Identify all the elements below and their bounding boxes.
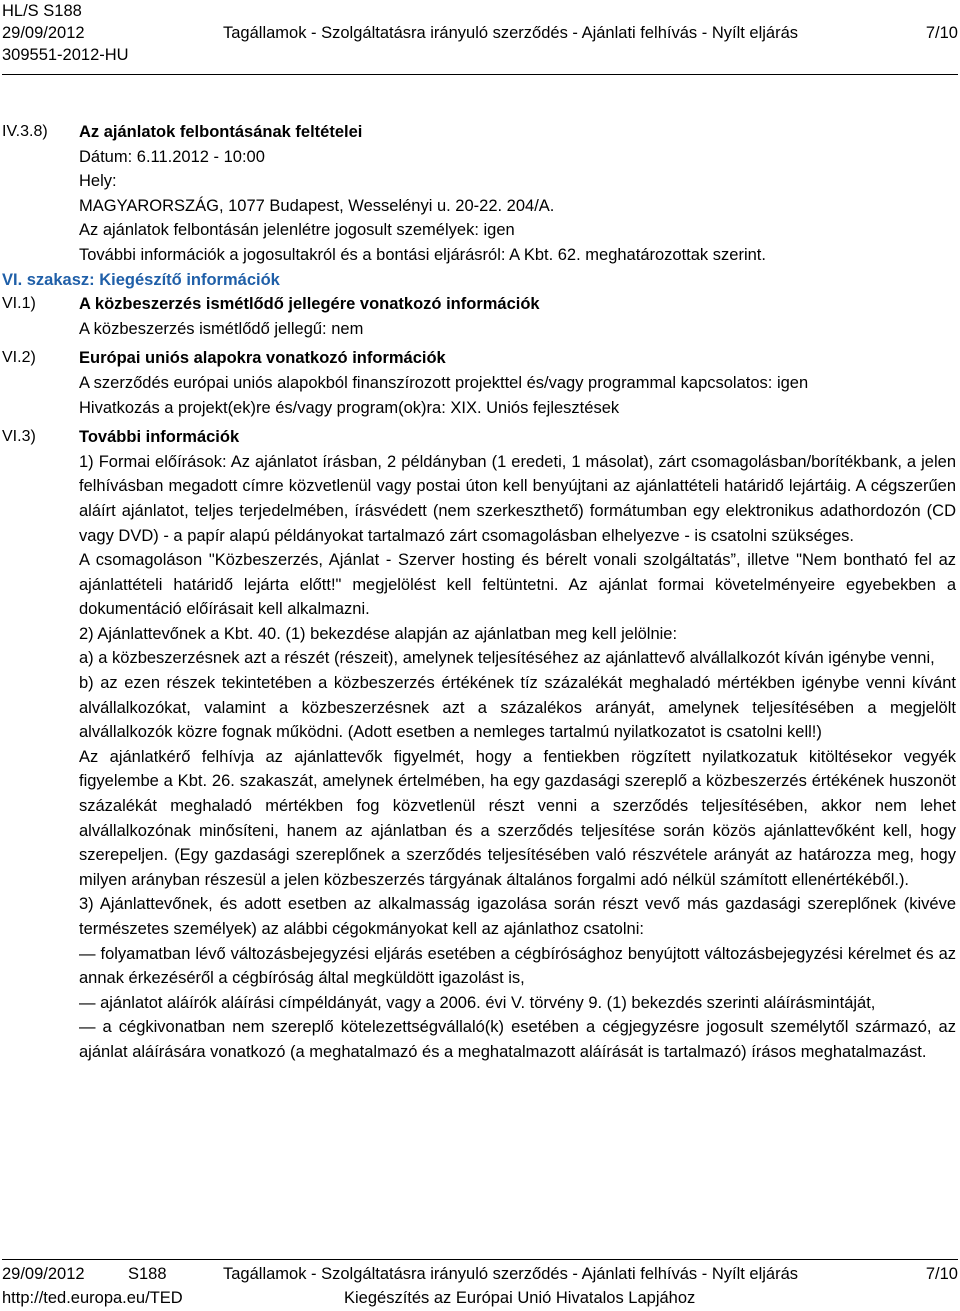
footer-publisher: Kiegészítés az Európai Unió Hivatalos Lapjához bbox=[344, 1289, 696, 1307]
header-divider bbox=[2, 74, 958, 75]
info-paragraph: 3) Ajánlattevőnek, és adott esetben az alkalmasság igazolása során részt vevő más gazdasági szereplőnek (kivéve természetes személyek) az alábbi cégokmányokat kell az ajánlathoz csatolni: bbox=[79, 895, 956, 938]
section-number: VI.1) bbox=[2, 295, 36, 313]
section-vi-3 bbox=[0, 425, 960, 1064]
footer-divider bbox=[2, 1259, 958, 1260]
header-title: Tagállamok - Szolgáltatásra irányuló szerződés - Ajánlati felhívás - Nyílt eljárás bbox=[223, 24, 799, 42]
more-info: További információk a jogosultakról és a bontási eljárásról: A Kbt. 62. meghatározottak szerint. bbox=[79, 245, 766, 264]
info-paragraph: Az ajánlatkérő felhívja az ajánlattevők figyelmét, hogy a fentiekben rögzített nyilatkozatuk kitöltésekor vegyék figyelembe a Kbt. 26. szakaszát, amelynek értelmében, ha egy gazdasági szereplő a közbeszerzés értékének huszonöt százalékát meghaladó mértékben fog közvetlenül részt venni a szerződés teljesítésében, akkor nem lehet alvállalkozónak minősíteni, hanem az ajánlatban és a szerződés teljesítése során közös ajánlattevőként kell, hogy szerepeljen. (Egy gazdasági szereplőnek a szerződés teljesítésében való részvétele arányát az határozza meg, hogy milyen arányban részesül a jelen közbeszerzés tárgyának általános forgalmi adó nélkül számított ellenértékéből.). bbox=[79, 747, 956, 889]
section-vi-2 bbox=[0, 346, 960, 420]
section-number: VI.2) bbox=[2, 349, 36, 367]
persons-present: Az ajánlatok felbontásán jelenlétre jogosult személyek: igen bbox=[79, 221, 515, 240]
header-ref: 309551-2012-HU bbox=[2, 46, 129, 64]
section-text: Hivatkozás a projekt(ek)re és/vagy program(ok)ra: XIX. Uniós fejlesztések bbox=[79, 398, 620, 417]
section-iv-3-8 bbox=[0, 120, 960, 268]
section-text: A szerződés európai uniós alapokból finanszírozott projekttel és/vagy programmal kapcsolatos: igen bbox=[79, 373, 809, 392]
info-paragraph: A csomagoláson "Közbeszerzés, Ajánlat - Szerver hosting és bérelt vonali szolgáltatás”, illetve "Nem bontható fel az ajánlattételi határidő lejárta előtt!" megjelölést kell feltüntetni. Az ajánlat formai követelményeire egyebekben a dokumentáció előírásait kell alkalmazni. bbox=[79, 551, 956, 619]
section-title: Európai uniós alapokra vonatkozó információk bbox=[79, 349, 446, 368]
section-number: VI.3) bbox=[2, 428, 36, 446]
place-address: MAGYARORSZÁG, 1077 Budapest, Wesselényi u. 20-22. 204/A. bbox=[79, 196, 555, 215]
info-paragraph: — folyamatban lévő változásbejegyzési eljárás esetében a cégbírósághoz benyújtott változásbejegyzési kérelmet és az annak érkezéséről a cégbíróság által megküldött igazolást is, bbox=[79, 944, 956, 988]
footer-date: 29/09/2012 bbox=[2, 1265, 85, 1283]
section-title: A közbeszerzés ismétlődő jellegére vonatkozó információk bbox=[79, 295, 540, 314]
place-label: Hely: bbox=[79, 172, 117, 191]
section-vi-heading: VI. szakasz: Kiegészítő információk bbox=[2, 270, 280, 289]
footer-url[interactable]: http://ted.europa.eu/TED bbox=[2, 1289, 183, 1307]
page-footer bbox=[2, 1263, 958, 1311]
info-paragraph: 1) Formai előírások: Az ajánlatot írásban, 2 példányban (1 eredeti, 1 másolat), zárt csomagolásban/borítékbank, a jelen felhívásban megadott címre közvetlenül vagy postai úton kell benyújtani az ajánlattételi határidő lejártáig. A cégszerűen aláírt ajánlatot, teljes terjedelmében, írásvédett (nem szerkeszthető) formátumban egy elektronikus adathordozón (CD vagy DVD) - a papír alapú példányokat tartalmazó zárt csomagolásban elhelyezve - is csatolni szükséges. bbox=[79, 452, 956, 545]
info-paragraph: b) az ezen részek tekintetében a közbeszerzés értékének tíz százalékát meghaladó mértékben igénybe venni kívánt alvállalkozókat, valamint a közbeszerzésnek azt a százalékos arányát, amelynek teljesítésében a megjelölt alvállalkozók közre fognak működni. (Adott esetben a nemleges tartalmú nyilatkozatot is csatolni kell!) bbox=[79, 674, 956, 742]
info-paragraph: — a cégkivonatban nem szereplő kötelezettségvállaló(k) esetében a cégjegyzésre jogosult személytől származó, az ajánlat aláírására vonatkozó (a meghatalmazó és a meghatalmazott aláírását is tartalmazó) írásos meghatalmazást. bbox=[79, 1018, 956, 1061]
section-title: További információk bbox=[79, 428, 240, 447]
section-vi-1 bbox=[0, 292, 960, 341]
info-paragraph: a) a közbeszerzésnek azt a részét (részeit), amelynek teljesítéséhez az ajánlattevő alvállalkozót kíván igénybe venni, bbox=[79, 649, 935, 668]
info-paragraph: — ajánlatot aláírók aláírási címpéldányát, vagy a 2006. évi V. törvény 9. (1) bekezdés szerinti aláírásmintáját, bbox=[79, 993, 876, 1012]
header-code: HL/S S188 bbox=[2, 2, 82, 20]
info-paragraph: 2) Ajánlattevőnek a Kbt. 40. (1) bekezdése alapján az ajánlatban meg kell jelölnie: bbox=[79, 624, 678, 643]
footer-code: S188 bbox=[128, 1265, 167, 1283]
footer-page: 7/10 bbox=[925, 1265, 958, 1283]
section-number: IV.3.8) bbox=[2, 123, 48, 140]
document-body bbox=[0, 120, 960, 1065]
header-page: 7/10 bbox=[925, 24, 958, 42]
page-header bbox=[2, 0, 958, 72]
opening-date: Dátum: 6.11.2012 - 10:00 bbox=[79, 147, 265, 166]
header-date: 29/09/2012 bbox=[2, 24, 85, 42]
footer-title: Tagállamok - Szolgáltatásra irányuló szerződés - Ajánlati felhívás - Nyílt eljárás bbox=[223, 1265, 799, 1283]
section-text: A közbeszerzés ismétlődő jellegű: nem bbox=[79, 319, 364, 338]
section-title: Az ajánlatok felbontásának feltételei bbox=[79, 123, 363, 141]
